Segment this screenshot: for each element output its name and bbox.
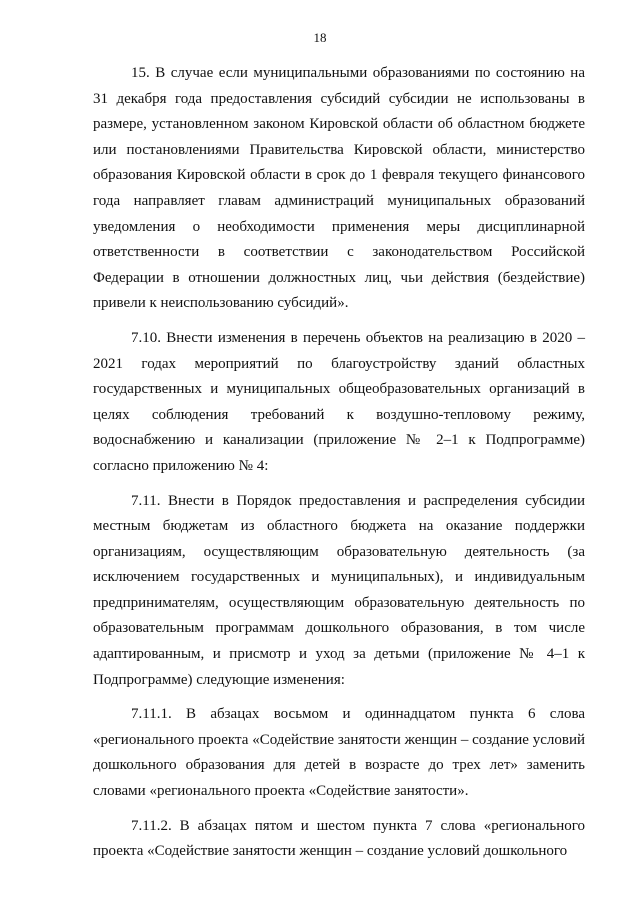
page-number: 18 <box>313 30 327 45</box>
paragraph-7-11-2-point-7: 7.11.2. В абзацах пятом и шестом пункта 7 слова «регионального проекта «Содействие занятости женщин – создание условий дошкольного <box>93 817 585 860</box>
document-body <box>93 61 585 865</box>
paragraph-15-unused-subsidies: 15. В случае если муниципальными образованиями по состоянию на 31 декабря года предоставления субсидий субсидии не использованы в размере, установленном законом Кировской области об областном бюджете или постановлениями Правительства Кировской области, министерство образования Кировской области в срок до 1 февраля текущего финансового года направляет главам администраций муниципальных образований уведомления о необходимости применения меры дисциплинарной ответственности в соответствии с законодательством Российской Федерации в отношении должностных лиц, чьи действия (бездействие) привели к неиспользованию субсидий». <box>93 65 585 312</box>
paragraph-7-10-objects-list: 7.10. Внести изменения в перечень объектов на реализацию в 2020 – 2021 годах мероприятий по благоустройству зданий областных государственных и муниципальных общеобразовательных организаций в целях соблюдения требований к воздушно-тепловому режиму, водоснабжению и канализации (приложение № 2–1 к Подпрограмме) согласно приложению № 4: <box>93 329 585 474</box>
paragraph-7-11-1-point-6: 7.11.1. В абзацах восьмом и одиннадцатом пункта 6 слова «регионального проекта «Содействие занятости женщин – создание условий дошкольного образования для детей в возрасте до трех лет» заменить словами «регионального проекта «Содействие занятости». <box>93 706 585 800</box>
paragraph-7-11-subsidy-procedure: 7.11. Внести в Порядок предоставления и распределения субсидии местным бюджетам из областного бюджета на оказание поддержки организациям, осуществляющим образовательную деятельность (за исключением государственных и муниципальных), и индивидуальным предпринимателям, осуществляющим образовательную деятельность по образовательным программам дошкольного образования, в том числе адаптированным, и присмотр и уход за детьми (приложение № 4–1 к Подпрограмме) следующие изменения: <box>93 492 585 688</box>
